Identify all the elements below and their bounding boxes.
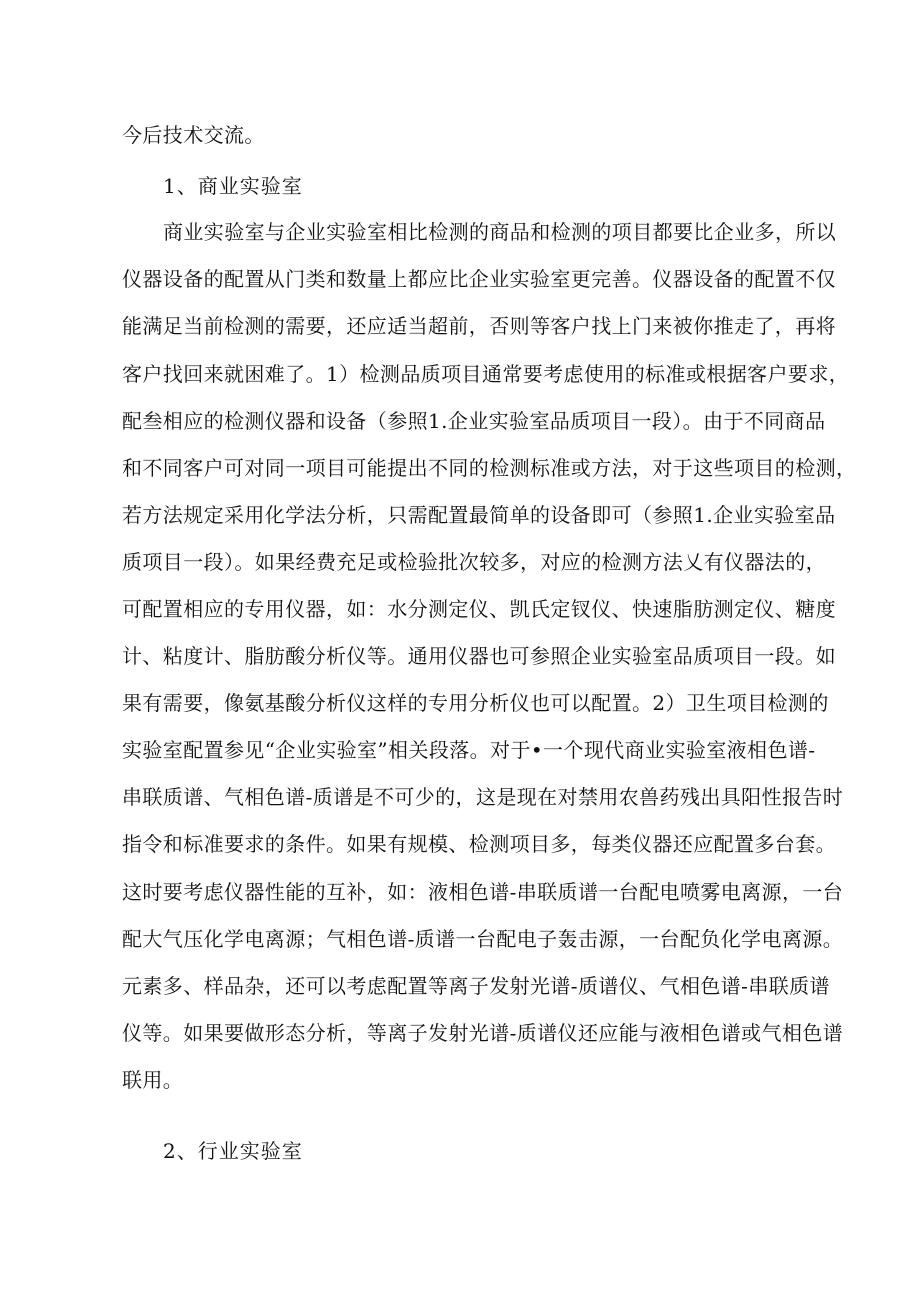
paragraph-line-12: 实验室配置参见“企业实验室”相关段落。对于•一个现代商业实验室液相色谱- (122, 738, 816, 762)
paragraph-line-18: 仪等。如果要做形态分析，等离子发射光谱-质谱仪还应能与液相色谱或气相色谱 (122, 1021, 844, 1045)
paragraph-line-19: 联用。 (122, 1068, 184, 1092)
paragraph-line-5: 配叁相应的检测仪器和设备（参照1.企业实验室品质项目一段）。由于不同商品 (122, 409, 826, 433)
paragraph-line-9: 可配置相应的专用仪器，如：水分测定仪、凯氏定钗仪、快速脂肪测定仪、糖度 (122, 597, 836, 621)
paragraph-line-2: 仪器设备的配置从门类和数量上都应比企业实验室更完善。仪器设备的配置不仅 (122, 267, 836, 291)
paragraph-line-7: 若方法规定采用化学法分析，只需配置最简单的设备即可（参照1.企业实验室品 (122, 503, 836, 527)
paragraph-line-4: 客户找回来就困难了。1）检测品质项目通常要考虑使用的标准或根据客户要求， (122, 362, 850, 386)
text-line-1: 今后技术交流。 (122, 123, 265, 147)
paragraph-line-15: 这时要考虑仪器性能的互补，如：液相色谱-串联质谱一台配电喷雾电离源，一台 (122, 880, 844, 904)
paragraph-line-8: 质项目一段）。如果经费充足或检验批次较多，对应的检测方法乂有仪器法的， (122, 550, 826, 574)
section-heading-commercial-lab: 1、商业实验室 (163, 174, 303, 198)
paragraph-line-3: 能满足当前检测的需要，还应适当超前，否则等客户找上门来被你推走了，再将 (122, 314, 836, 338)
paragraph-line-16: 配大气压化学电离源；气相色谱-质谱一台配电子轰击源，一台配负化学电离源。 (122, 927, 844, 951)
paragraph-line-14: 指令和标准要求的条件。如果有规模、检测项目多，每类仪器还应配置多台套。 (122, 832, 836, 856)
paragraph-line-1: 商业实验室与企业实验室相比检测的商品和检测的项目都要比企业多，所以 (163, 220, 837, 244)
paragraph-line-6: 和不同客户可对同一项目可能提出不同的检测标准或方法，对于这些项目的检测， (122, 456, 857, 480)
paragraph-line-13: 串联质谱、气相色谱-质谱是不可少的，这是现在对禁用农兽药残出具阳性报告时 (122, 785, 844, 809)
paragraph-line-10: 计、粘度计、脂肪酸分析仪等。通用仪器也可参照企业实验室品质项目一段。如 (122, 644, 836, 668)
paragraph-line-17: 元素多、样品杂，还可以考虑配置等离子发射光谱-质谱仪、气相色谱-串联质谱 (122, 974, 830, 998)
section-heading-industry-lab: 2、行业实验室 (163, 1139, 303, 1163)
paragraph-line-11: 果有需要，像氨基酸分析仪这样的专用分析仪也可以配置。2）卫生项目检测的 (122, 691, 829, 715)
